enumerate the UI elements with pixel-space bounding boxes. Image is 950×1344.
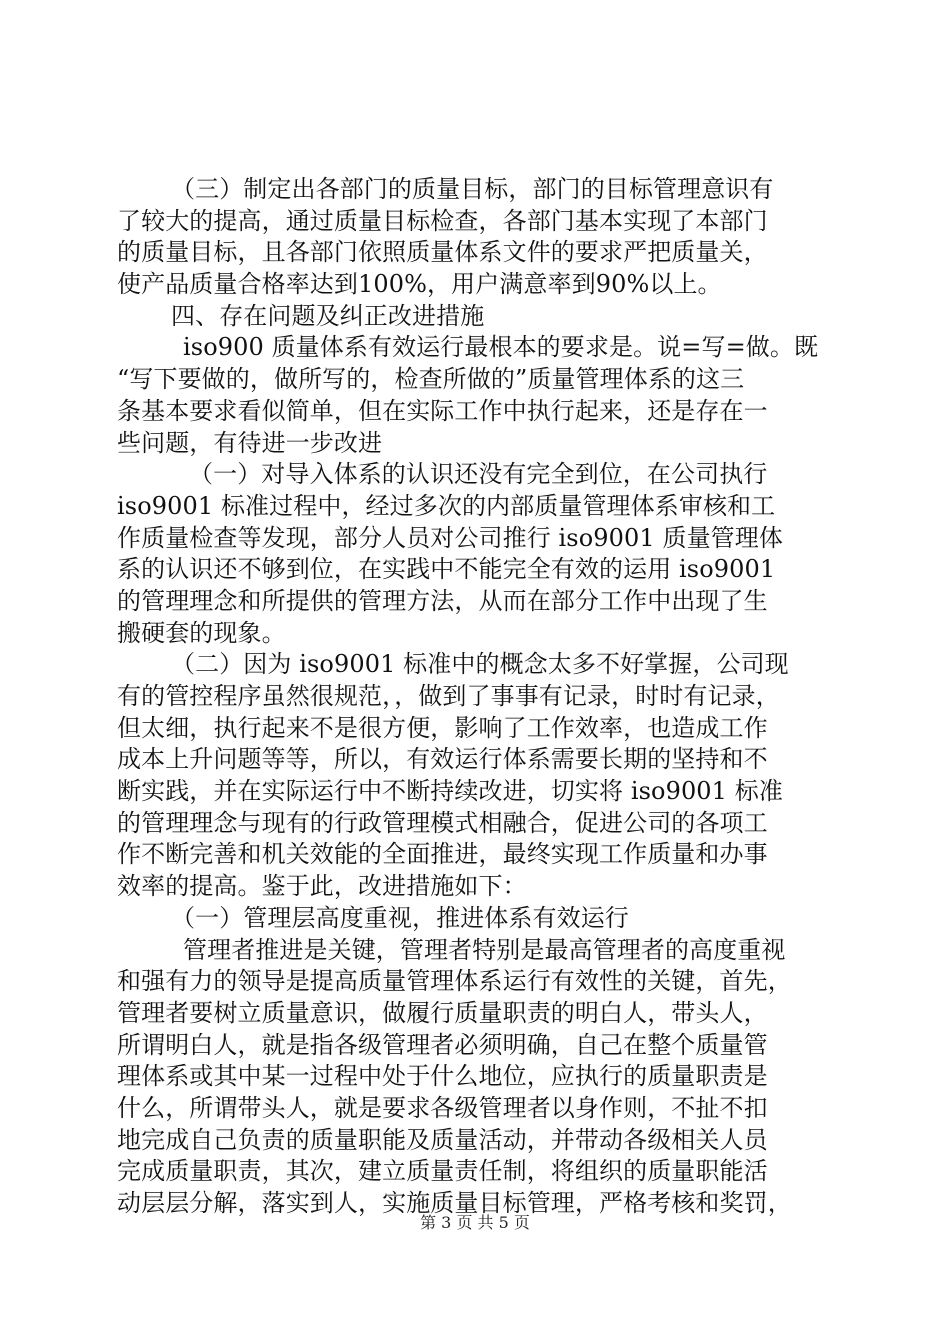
text-line: 完成质量职责，其次，建立质量责任制，将组织的质量职能活	[117, 1157, 768, 1186]
text-line: 地完成自己负责的质量职能及质量活动，并带动各级相关人员	[117, 1125, 768, 1154]
text-line: 些问题，有待进一步改进	[117, 428, 383, 457]
text-line: 断实践，并在实际运行中不断持续改进，切实将 iso9001 标准	[117, 777, 783, 806]
text-line: 有的管控程序虽然很规范，，做到了事事有记录，时时有记录，	[117, 682, 780, 710]
text-line: 的质量目标，且各部门依照质量体系文件的要求严把质量关，	[117, 238, 768, 267]
section-heading: 四、存在问题及纠正改进措施	[171, 301, 485, 330]
subsection-heading: （一）管理层高度重视，推进体系有效运行	[171, 903, 629, 932]
text-line: 搬硬套的现象。	[117, 618, 286, 647]
text-line: 作不断完善和机关效能的全面推进，最终实现工作质量和办事	[117, 840, 768, 869]
text-line: 所谓明白人，就是指各级管理者必须明确，自己在整个质量管	[117, 1030, 768, 1059]
text-line: 使产品质量合格率达到100%，用户满意率到90%以上。	[117, 270, 722, 299]
text-line: 系的认识还不够到位，在实践中不能完全有效的运用 iso9001	[117, 555, 776, 584]
text-line: 条基本要求看似简单，但在实际工作中执行起来，还是存在一	[117, 396, 768, 425]
page-number-label: 第 3 页 共 5 页	[420, 1213, 530, 1232]
text-line: “写下要做的，做所写的，检查所做的”质量管理体系的这三	[117, 365, 745, 394]
text-line: 的管理理念和所提供的管理方法，从而在部分工作中出现了生	[117, 586, 768, 615]
text-line: 动层层分解，落实到人，实施质量目标管理，严格考核和奖罚，	[117, 1189, 792, 1217]
page-footer	[0, 1213, 950, 1233]
text-line: 管理者要树立质量意识，做履行质量职责的明白人，带头人，	[117, 998, 768, 1027]
text-line: 成本上升问题等等，所以，有效运行体系需要长期的坚持和不	[117, 745, 768, 774]
text-line: （一）对导入体系的认识还没有完全到位，在公司执行	[189, 460, 768, 489]
text-line: iso900 质量体系有效运行最根本的要求是。说=写=做。既	[183, 333, 819, 362]
text-line: 管理者推进是关键，管理者特别是最高管理者的高度重视	[183, 935, 786, 964]
text-line: 的管理理念与现有的行政管理模式相融合，促进公司的各项工	[117, 808, 768, 837]
text-line: （三）制定出各部门的质量目标，部门的目标管理意识有	[171, 175, 774, 203]
text-line: 理体系或其中某一过程中处于什么地位，应执行的质量职责是	[117, 1062, 768, 1091]
document-body	[117, 174, 833, 1220]
text-line: 和强有力的领导是提高质量管理体系运行有效性的关键，首先，	[117, 967, 792, 996]
text-line: 了较大的提高，通过质量目标检查，各部门基本实现了本部门	[117, 206, 768, 235]
text-line: 什么，所谓带头人，就是要求各级管理者以身作则，不扯不扣	[117, 1093, 768, 1122]
text-line: 效率的提高。鉴于此，改进措施如下：	[117, 872, 527, 901]
text-line: （二）因为 iso9001 标准中的概念太多不好掌握，公司现	[171, 650, 789, 679]
text-line: 但太细，执行起来不是很方便，影响了工作效率，也造成工作	[117, 713, 768, 742]
text-line: iso9001 标准过程中，经过多次的内部质量管理体系审核和工	[117, 491, 776, 520]
text-line: 作质量检查等发现，部分人员对公司推行 iso9001 质量管理体	[117, 523, 783, 552]
